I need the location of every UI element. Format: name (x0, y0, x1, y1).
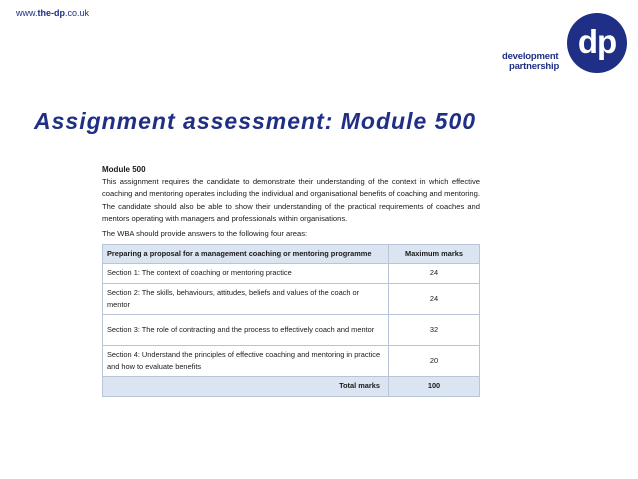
content-block (102, 164, 480, 397)
table-header-label: Preparing a proposal for a management coaching or mentoring programme (103, 245, 389, 264)
row-label: Section 1: The context of coaching or mentoring practice (103, 264, 389, 283)
marks-table (102, 244, 480, 396)
url-prefix: www. (16, 8, 38, 18)
row-marks: 24 (389, 283, 480, 314)
table-row (103, 346, 480, 377)
table-total-row (103, 377, 480, 396)
module-description: This assignment requires the candidate to demonstrate their understanding of the context in which effective coaching and mentoring operates including the individual and organisational benefits of coaching and mentoring. The candidate should also be able to show their understanding of the practical requirements of coaches and mentors operating with managers and professionals within organisations. (102, 177, 480, 223)
page-title: Assignment assessment: Module 500 (34, 108, 477, 134)
table-row (103, 264, 480, 283)
module-intro: The WBA should provide answers to the following four areas: (102, 229, 308, 239)
website-url (16, 8, 89, 18)
table-header-marks: Maximum marks (389, 245, 480, 264)
total-marks: 100 (389, 377, 480, 396)
total-label: Total marks (103, 377, 389, 396)
row-label: Section 3: The role of contracting and the process to effectively coach and mentor (103, 315, 389, 346)
table-row (103, 283, 480, 314)
url-domain: the-dp (37, 8, 66, 18)
row-label: Section 2: The skills, behaviours, attitudes, beliefs and values of the coach or mentor (103, 283, 389, 314)
module-heading: Module 500 (102, 165, 146, 174)
row-label: Section 4: Understand the principles of effective coaching and mentoring in practice and how to evaluate benefits (103, 346, 389, 377)
url-suffix: .co.uk (65, 8, 90, 18)
table-header-row (103, 245, 480, 264)
table-row (103, 315, 480, 346)
logo-line-2: partnership (509, 61, 560, 72)
row-marks: 20 (389, 346, 480, 377)
logo-icon: dp (567, 13, 627, 73)
logo-line-1: development (502, 51, 559, 62)
row-marks: 24 (389, 264, 480, 283)
row-marks: 32 (389, 315, 480, 346)
